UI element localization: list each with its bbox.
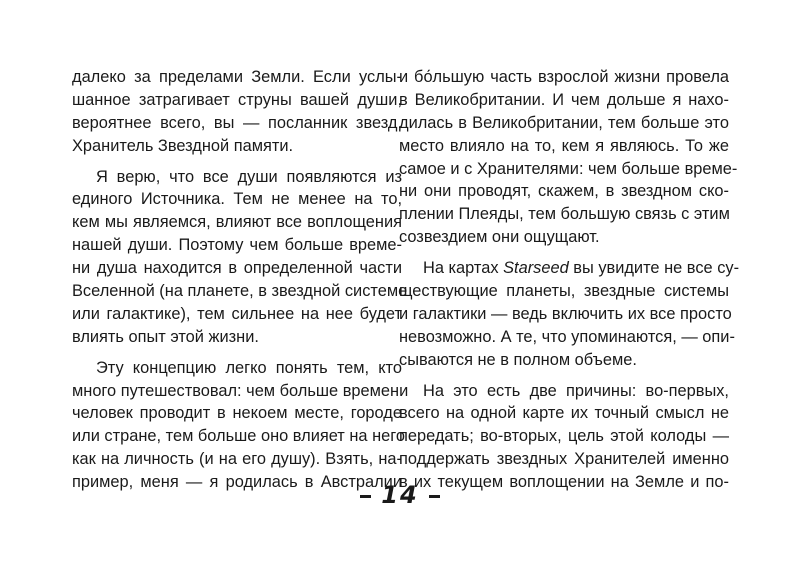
text-line: Я верю, что все души появляются из [96,167,402,186]
left-column [72,66,409,494]
text-line: много путешествовал: чем больше времени [72,381,409,400]
text-line: Эту концепцию легко понять тем, кто [96,358,402,377]
deck-name: Starseed [503,259,569,278]
text-line: самое и с Хранителями: чем больше време- [399,159,738,178]
text-line: место влияло на то, кем я являюсь. То же [399,136,729,155]
text-line: далеко за пределами Земли. Если услы- [72,68,402,86]
paragraph [72,66,402,158]
text-fragment: На картах [423,259,504,278]
text-line: нашей души. Поэтому чем больше време- [72,236,402,255]
text-line: и галактики — ведь включить их все просто [399,304,732,323]
paragraph [72,357,409,494]
dash-ornament [429,495,440,498]
text-line [399,257,740,280]
text-line: невозможно. А те, что упоминаются, — опи- [399,327,735,346]
text-line: шанное затрагивает струны вашей души, [72,90,402,109]
dash-ornament [360,495,371,498]
text-line: в Великобритании. И чем дольше я нахо- [399,90,729,109]
text-line: ни они проводят, скажем, в звездном ско- [399,182,729,201]
paragraph [399,66,738,249]
text-line: человек проводит в некоем месте, городе [72,404,402,423]
text-line: или галактике), тем сильнее на нее будет [72,304,402,323]
text-line: в их текущем воплощении на Земле и по- [399,473,729,492]
text-line: ществующие планеты, звездные системы [399,282,729,301]
text-line: плении Плеяды, тем большую связь с этим [399,205,730,224]
text-line: и бо́льшую часть взрослой жизни провела [399,68,729,86]
text-fragment: вы увидите не все су- [568,259,740,278]
text-line: Хранитель Звездной памяти. [72,136,294,155]
text-line: передать; во-вторых, цель этой колоды — [399,427,729,446]
paragraph [399,380,729,494]
page-number [0,481,800,509]
right-column [399,66,740,494]
text-line: ни душа находится в определенной части [72,259,402,278]
text-line: кем мы являемся, влияют все воплощения [72,213,402,232]
text-line: сываются не в полном объеме. [399,350,637,369]
paragraph [399,257,740,371]
text-line: влиять опыт этой жизни. [72,327,259,346]
text-line: созвездием они ощущают. [399,228,600,247]
text-line: как на личность (и на его душу). Взять, на- [72,450,402,469]
text-line: дилась в Великобритании, тем больше это [399,113,729,132]
paragraph [72,166,408,349]
text-line: единого Источника. Тем не менее на то, [72,190,402,209]
text-line: пример, меня — я родилась в Австралии [72,473,402,492]
text-line: Вселенной (на планете, в звездной системе [72,282,408,301]
text-line: На это есть две причины: во-первых, [423,381,729,400]
text-line: всего на одной карте их точный смысл не [399,404,729,423]
text-line: вероятнее всего, вы — посланник звезд, [72,113,402,132]
text-line: поддержать звездных Хранителей именно [399,450,729,469]
page-number-text: 14 [381,481,419,509]
text-line: или стране, тем больше оно влияет на него [72,427,405,446]
